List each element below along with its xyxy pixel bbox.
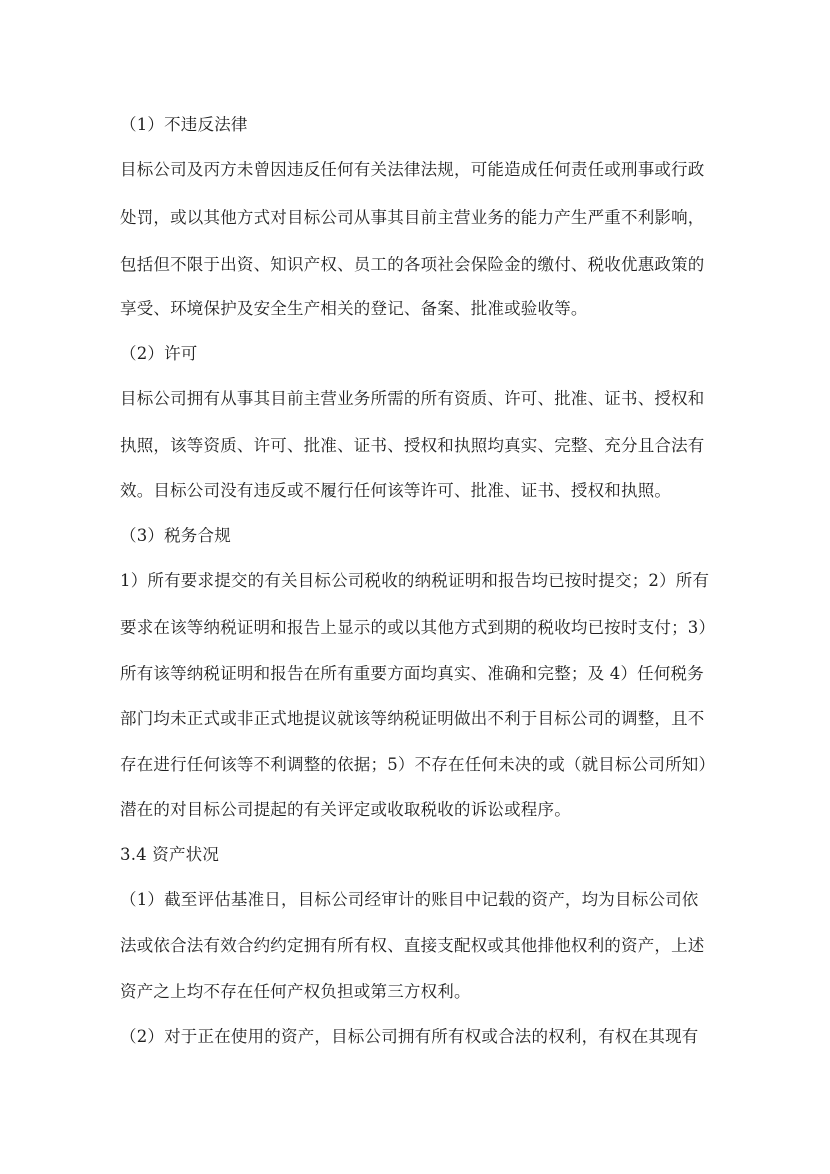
paragraph-line: 效。目标公司没有违反或不履行任何该等许可、批准、证书、授权和执照。: [120, 481, 672, 500]
paragraph-line: 执照，该等资质、许可、批准、证书、授权和执照均真实、完整、充分且合法有: [120, 436, 705, 455]
heading-tax-compliance: （3）税务合规: [120, 526, 231, 545]
paragraph-line: 所有该等纳税证明和报告在所有重要方面均真实、准确和完整；及 4）任何税务: [120, 664, 704, 683]
paragraph-line: （2）对于正在使用的资产，目标公司拥有所有权或合法的权利，有权在其现有: [120, 1027, 699, 1046]
paragraph-line: 部门均未正式或非正式地提议就该等纳税证明做出不利于目标公司的调整，且不: [120, 709, 705, 728]
paragraph-line: 要求在该等纳税证明和报告上显示的或以其他方式到期的税收均已按时支付；3）: [120, 618, 716, 637]
paragraph-line: （1）截至评估基准日，目标公司经审计的账目中记载的资产，均为目标公司依: [120, 890, 699, 909]
paragraph-line: 法或依合法有效合约约定拥有所有权、直接支配权或其他排他权利的资产，上述: [120, 936, 705, 955]
paragraph-line: 目标公司拥有从事其目前主营业务所需的所有资质、许可、批准、证书、授权和: [120, 389, 705, 408]
paragraph-line: 享受、环境保护及安全生产相关的登记、备案、批准或验收等。: [120, 299, 588, 318]
paragraph-line: 潜在的对目标公司提起的有关评定或收取税收的诉讼或程序。: [120, 800, 571, 819]
paragraph-line: 处罚，或以其他方式对目标公司从事其目前主营业务的能力产生严重不利影响，: [120, 208, 705, 227]
heading-license: （2）许可: [120, 344, 198, 363]
paragraph-line: 目标公司及丙方未曾因违反任何有关法律法规，可能造成任何责任或刑事或行政: [120, 160, 705, 179]
paragraph-line: 存在进行任何该等不利调整的依据；5）不存在任何未决的或（就目标公司所知）: [120, 755, 716, 774]
heading-no-violation: （1）不违反法律: [120, 115, 248, 134]
paragraph-line: 1）所有要求提交的有关目标公司税收的纳税证明和报告均已按时提交；2）所有: [120, 571, 710, 590]
paragraph-line: 包括但不限于出资、知识产权、员工的各项社会保险金的缴付、税收优惠政策的: [120, 255, 705, 274]
section-title-asset-status: 3.4 资产状况: [120, 845, 220, 864]
paragraph-line: 资产之上均不存在任何产权负担或第三方权利。: [120, 982, 471, 1001]
